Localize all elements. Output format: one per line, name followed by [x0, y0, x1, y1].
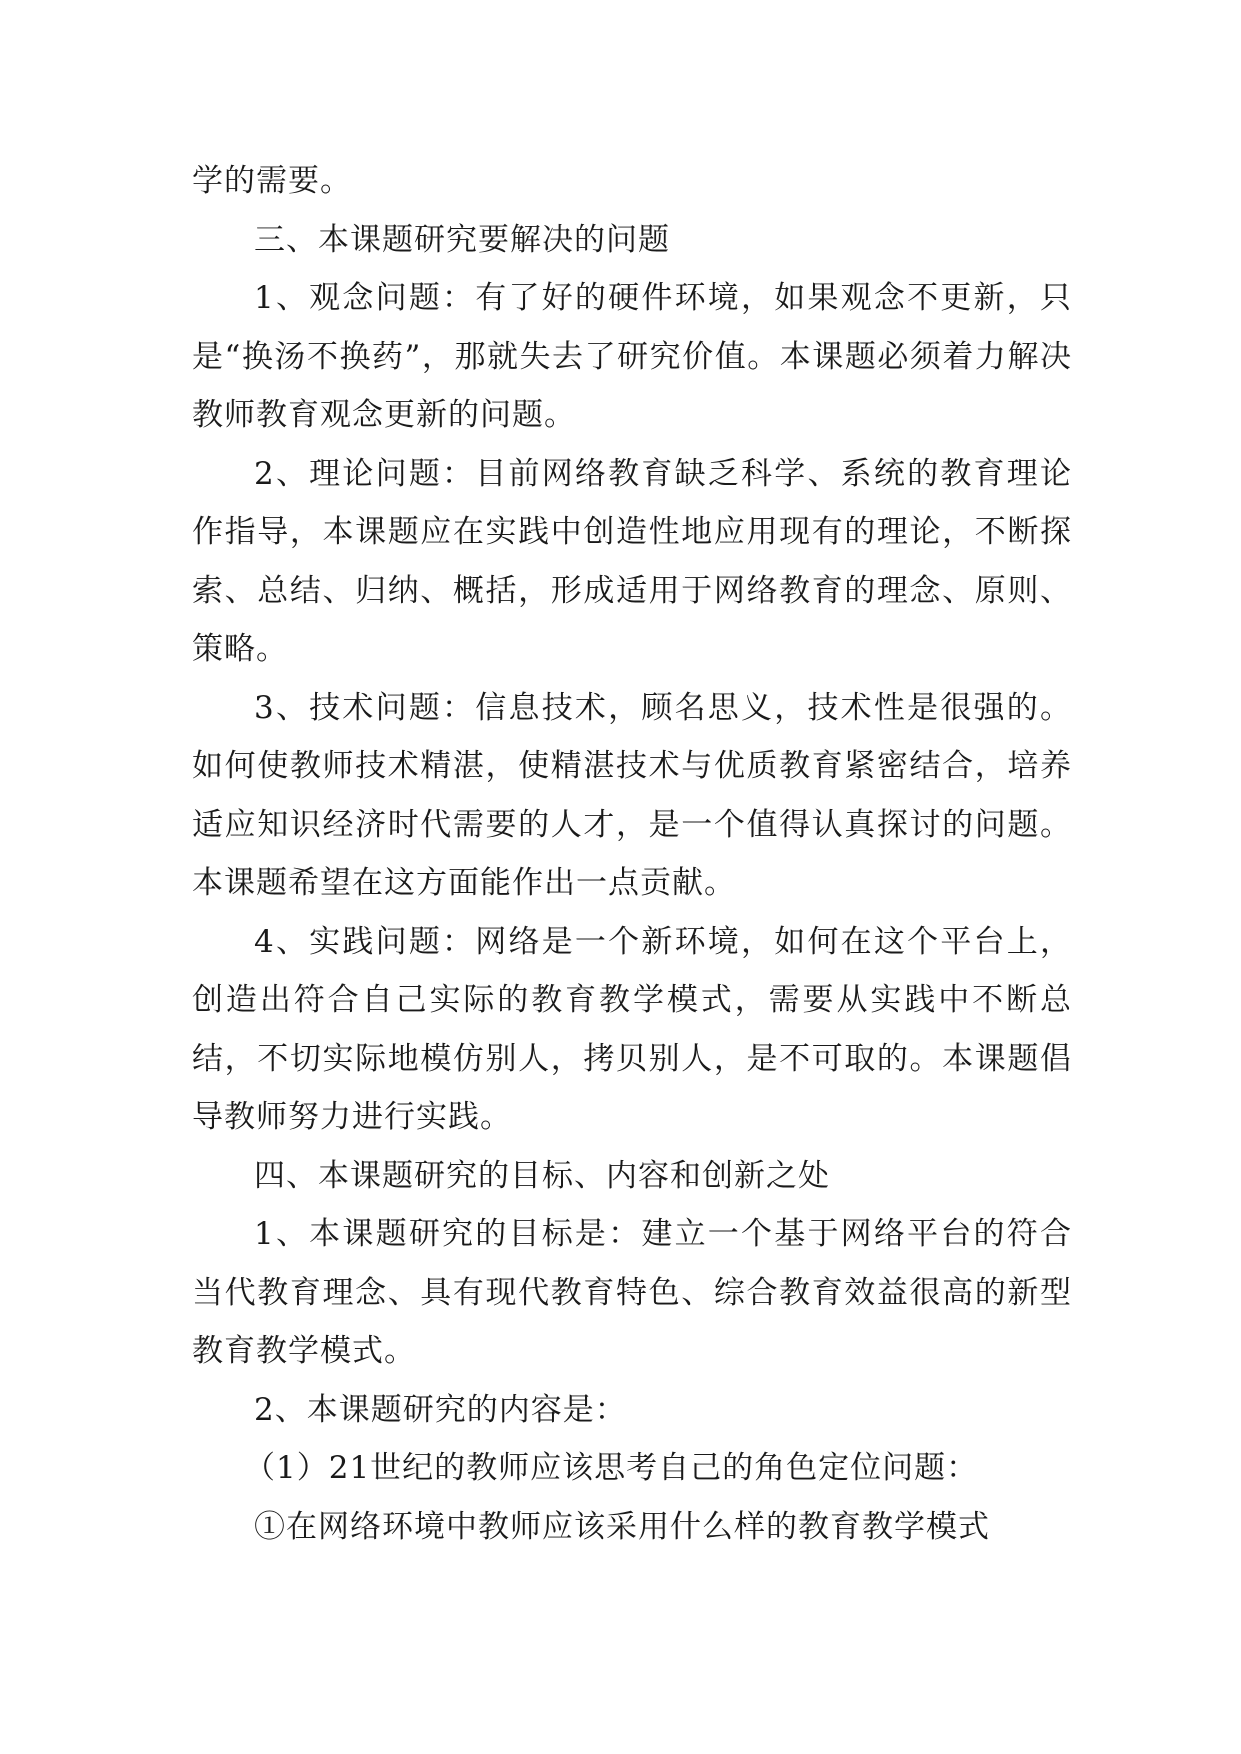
paragraph-sub-item-1: （1）21世纪的教师应该思考自己的角色定位问题：: [244, 1450, 979, 1486]
paragraph-practice-issue: 4、实践问题：网络是一个新环境，如何在这个平台上，创造出符合自己实际的教育教学模式，需要从实践中不断总结，不切实际地模仿别人，拷贝别人，是不可取的。本课题倡导教师努力进行实践。: [192, 923, 1072, 1135]
paragraph-continuation: 学的需要。: [192, 163, 352, 199]
document-body: [192, 152, 1072, 1556]
section-heading-3: 三、本课题研究要解决的问题: [254, 221, 670, 258]
paragraph-circled-item-1: ①在网络环境中教师应该采用什么样的教育教学模式: [254, 1508, 990, 1545]
paragraph-theory-issue: 2、理论问题：目前网络教育缺乏科学、系统的教育理论作指导，本课题应在实践中创造性地应用现有的理论，不断探索、总结、归纳、概括，形成适用于网络教育的理念、原则、策略。: [192, 455, 1072, 667]
paragraph-concept-issue: 1、观念问题：有了好的硬件环境，如果观念不更新，只是“换汤不换药”，那就失去了研究价值。本课题必须着力解决教师教育观念更新的问题。: [192, 280, 1072, 433]
paragraph-research-goal: 1、本课题研究的目标是：建立一个基于网络平台的符合当代教育理念、具有现代教育特色、综合教育效益很高的新型教育教学模式。: [192, 1216, 1072, 1369]
paragraph-research-content: 2、本课题研究的内容是：: [254, 1391, 627, 1428]
section-heading-4: 四、本课题研究的目标、内容和创新之处: [254, 1157, 830, 1194]
paragraph-technology-issue: 3、技术问题：信息技术，顾名思义，技术性是很强的。如何使教师技术精湛，使精湛技术与优质教育紧密结合，培养适应知识经济时代需要的人才，是一个值得认真探讨的问题。本课题希望在这方面能作出一点贡献。: [192, 689, 1072, 901]
